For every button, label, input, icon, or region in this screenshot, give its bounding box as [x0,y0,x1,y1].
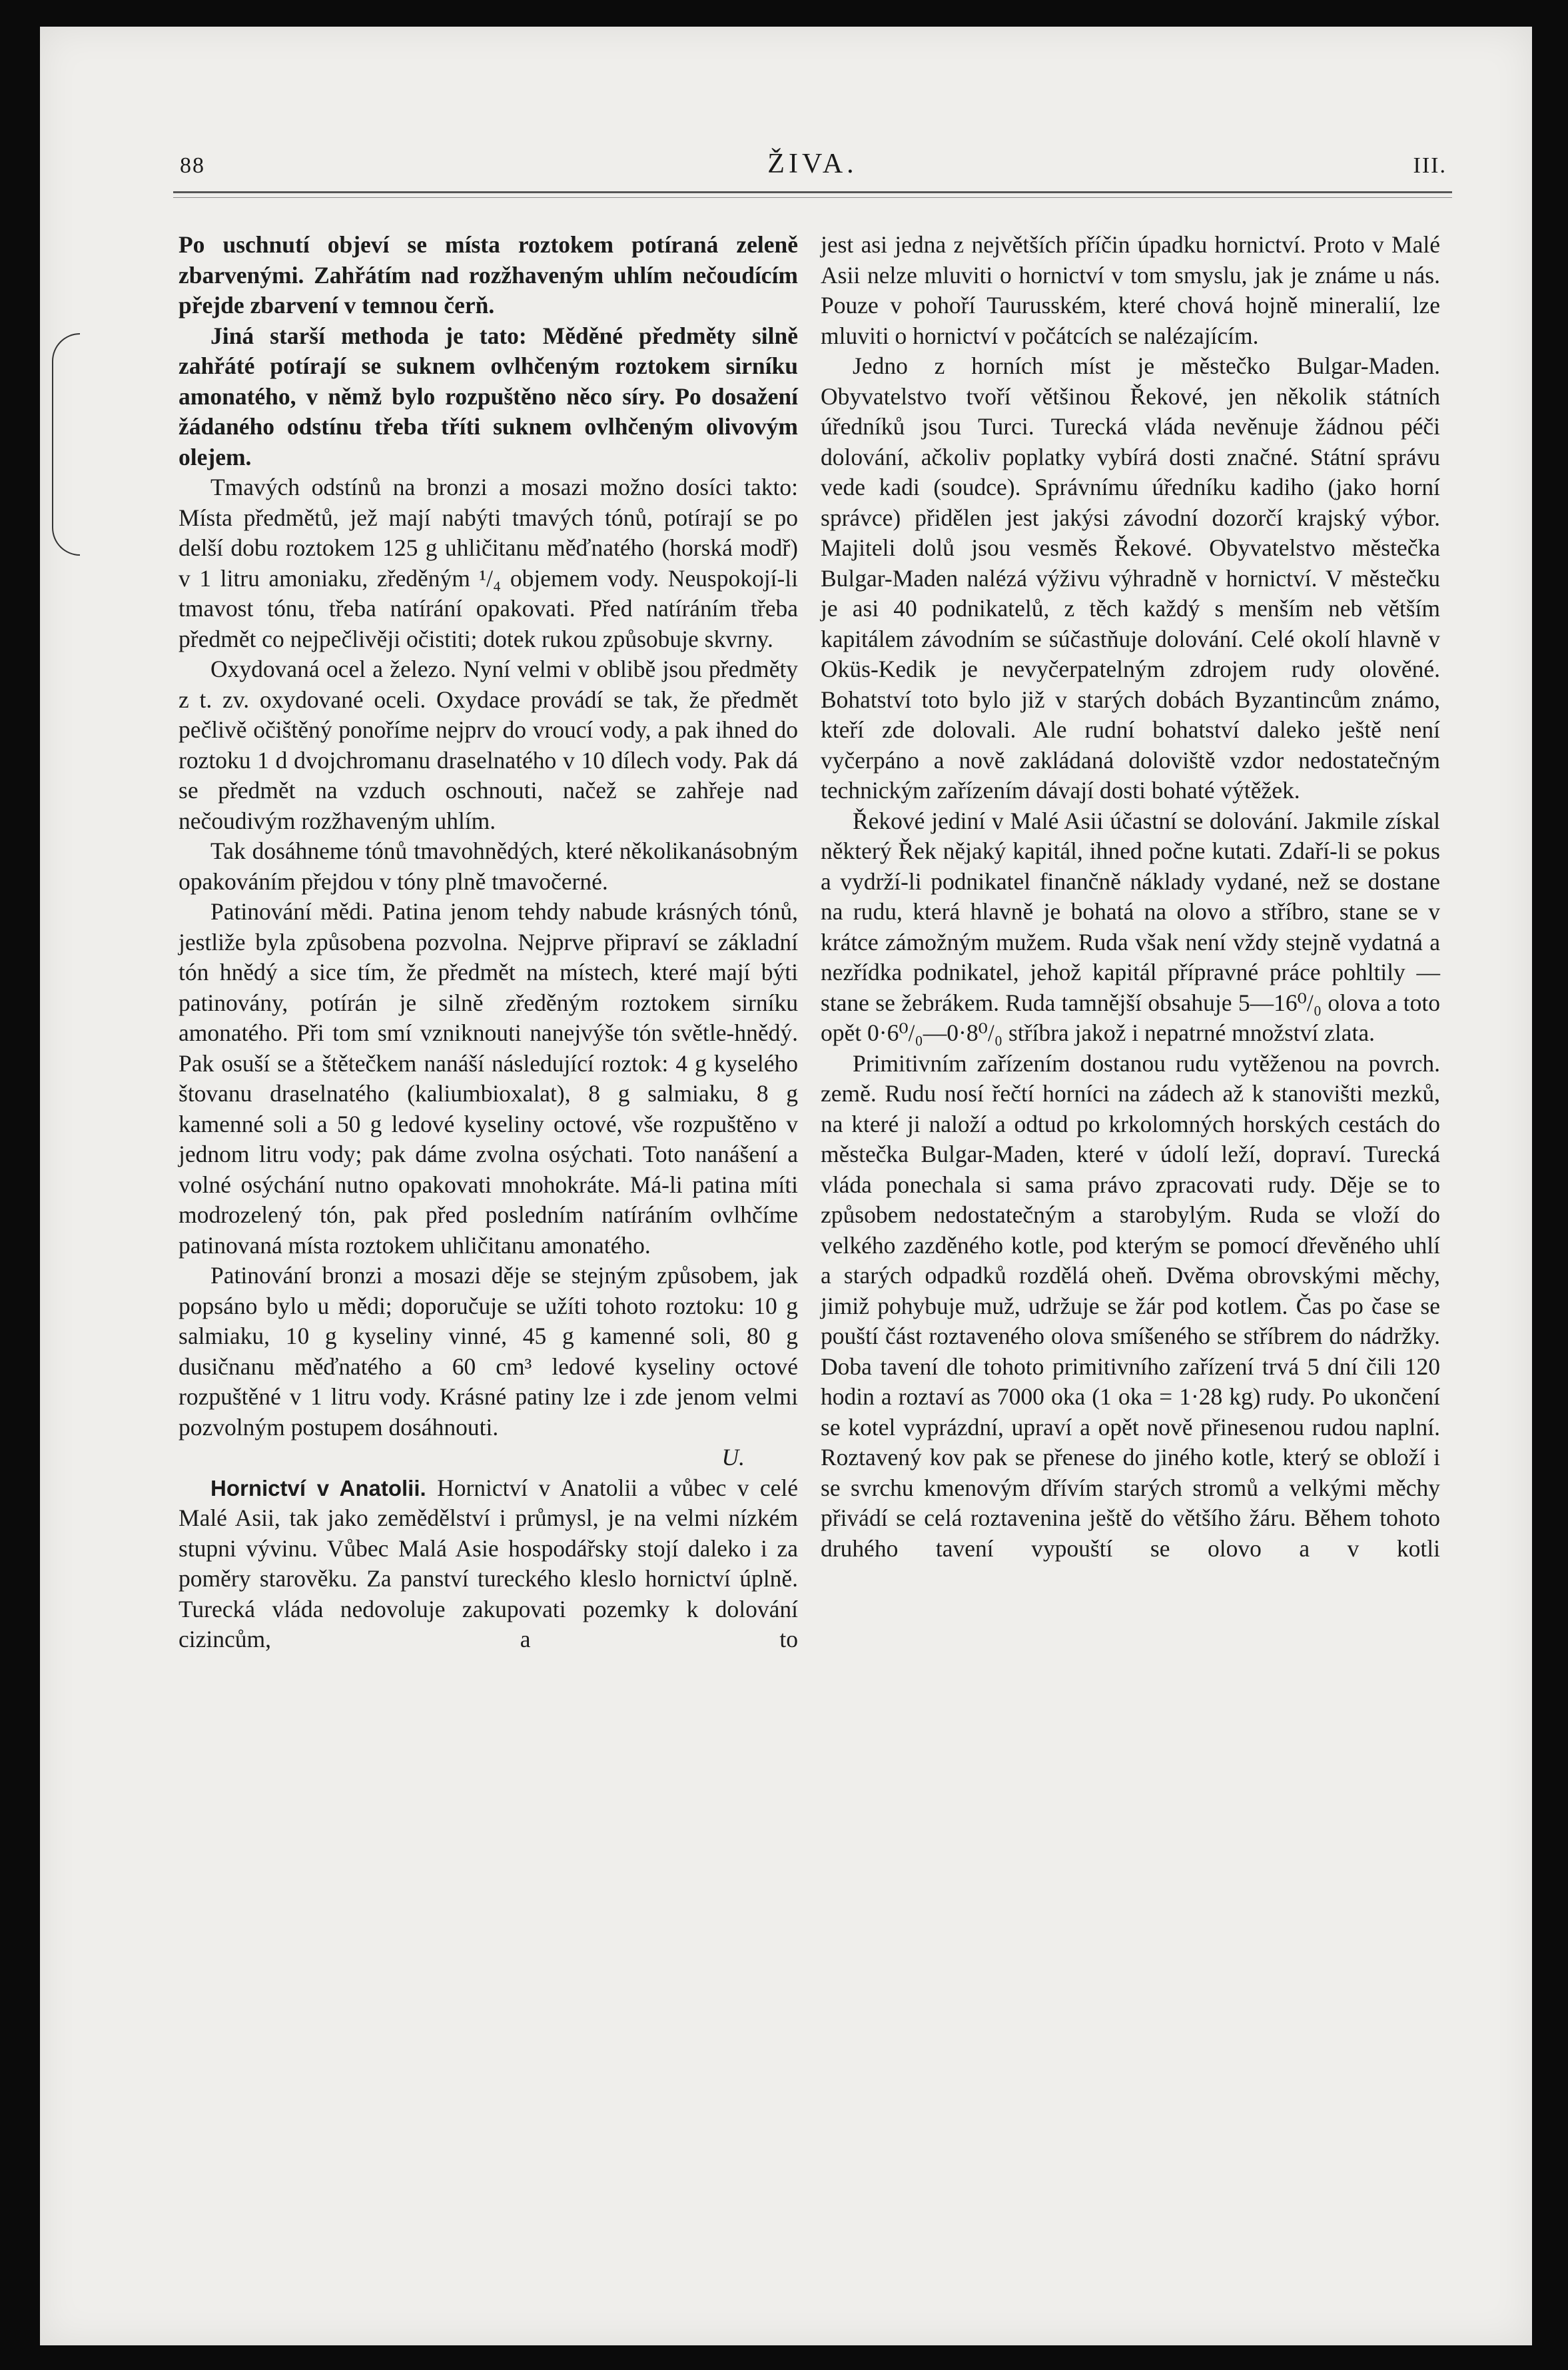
right-column [821,230,1440,1564]
page-number: 88 [180,153,205,178]
paragraph: Jedno z horních míst je městečko Bulgar-Maden. Obyvatelstvo tvoří většinou Řekové, jen několik státních úředníků jsou Turci. Turecká vláda nevěnuje žádnou péči dolování, ačkoliv poplatky vybírá dosti značné. Státní správu vede kadi (soudce). Správnímu úředníku kadiho (jako horní správce) přidělen jest jakýsi závodní dozorčí krajský výbor. Majiteli dolů jsou vesměs Řekové. Obyvatelstvo městečka Bulgar-Maden nalézá výživu výhradně v hornictví. V městečku je asi 40 podnikatelů, z těch každý s menším neb větším kapitálem závodním se súčastňuje dolování. Celé okolí hlavně v Oküs-Kedik je nevyčerpatelným zdrojem rudy olověné. Bohatství toto bylo již v starých dobách Byzantincům známo, kteří zde dolovali. Ale rudní bohatství daleko ještě není vyčerpáno a nově zakládaná doloviště vzdor nedostatečným technickým zařízením dávají dosti bohaté výtěžek. [821,352,1440,804]
left-column [179,230,798,1655]
header-rule-thin [173,197,1452,198]
paragraph: Primitivním zařízením dostanou rudu vytěženou na povrch. země. Rudu nosí řečtí horníci na zádech až k stanovišti mezků, na které ji naloží a odtud po krkolomných horských cestách do městečka Bulgar-Maden, které v údolí leží, dopraví. Turecká vláda ponechala si sama právo zpracovati rudy. Děje se to způsobem nedostatečným a starobylým. Ruda se vloží do velkého zazděného kotle, pod kterým se pomocí dřevěného uhlí a starých odpadků rozdělá oheň. Dvěma obrovskými měchy, jimiž pohybuje muž, udržuje se žár pod kotlem. Čas po čase se pouští část roztaveného olova smíšeného se stříbrem do nádržky. Doba tavení dle tohoto primitivního zařízení trvá 5 dní čili 120 hodin a roztaví as 7000 oka (1 oka = 1·28 kg) rudy. Po ukončení se kotel vyprázdní, upraví a opět nově přinesenou rudou naplní. Roztavený kov pak se přenese do jiného kotle, který se obloží i se svrchu kmenovým dřívím starých stromů a velkými měchy přivádí se celá roztavenina ještě do většího žáru. Během tohoto druhého tavení vypouští se olovo a v kotli [821,1049,1440,1562]
running-header [173,148,1452,185]
paragraph: Patinování bronzi a mosazi děje se stejným způsobem, jak popsáno bylo u mědi; doporučuje se užíti tohoto roztoku: 10 g salmiaku, 10 g kyseliny vinné, 45 g kamenné soli, 80 g dusičnanu měďnatého a 60 cm³ ledové kyseliny octové rozpuštěné v 1 litru vody. Krásné patiny lze i zde jenom velmi pozvolným postupem dosáhnouti. [179,1262,798,1441]
paragraph: Patinování mědi. Patina jenom tehdy nabude krásných tónů, jestliže byla způsobena pozvolna. Nejprve připraví se základní tón hnědý a sice tím, že předmět na místech, které mají býti patinovány, potírán je silně zředěným roztokem sirníku amonatého. Při tom smí vzniknouti nanejvýše tón světle-hnědý. Pak osuší se a štětečkem nanáší následující roztok: 4 g kyselého štovanu draselnatého (kaliumbioxalat), 8 g salmiaku, 8 g kamenné soli a 50 g ledové kyseliny octové, vše rozpuštěno v jednom litru vody; pak dáme zvolna osýchati. Toto nanášení a volné osýchání nutno opakovati mnohokráte. Má-li patina míti modrozelený tón, pak před posledním natíráním ovlhčíme patinovaná místa roztokem uhličitanu amonatého. [179,898,798,1259]
paragraph: Tmavých odstínů na bronzi a mosazi možno dosíci takto: Místa předmětů, jež mají nabýti tmavých tónů, potírají se po delší dobu roztokem 125 g uhličitanu měďnatého (horská modř) v 1 litru amoniaku, zředěným ¹/₄ objemem vody. Neuspokojí-li tmavost tónu, třeba natírání opakovati. Před natíráním třeba předmět co nejpečlivěji očistiti; dotek rukou způsobuje skvrny. [179,474,798,652]
paragraph: Oxydovaná ocel a železo. Nyní velmi v oblibě jsou předměty z t. zv. oxydované oceli. Oxydace provádí se tak, že předmět pečlivě očištěný ponoříme nejprv do vroucí vody, a pak ihned do roztoku 1 d dvojchromanu draselnatého v 10 dílech vody. Pak dá se předmět na vzduch oschnouti, načež se zahřeje nad nečoudivým rozžhaveným uhlím. [179,656,798,834]
paragraph: Tak dosáhneme tónů tmavohnědých, které několikanásobným opakováním přejdou v tóny plně tmavočerné. [179,838,798,895]
journal-title: ŽIVA. [767,149,858,179]
paragraph [179,1473,798,1655]
paragraph: Řekové jediní v Malé Asii účastní se dolování. Jakmile získal některý Řek nějaký kapitál, ihned počne kutati. Zdaří-li se pokus a vydrží-li podnikatel finančně náklady vydané, než se dostane na rudu, která hlavně je bohatá na olovo a stříbro, stane se v krátce zámožným mužem. Ruda však není vždy stejně vydatná a nezřídka podnikatel, jehož kapitál přípravné práce pohltily — stane se žebrákem. Ruda tamnější obsahuje 5—16⁰/₀ olova a toto opět 0·6⁰/₀—0·8⁰/₀ stříbra jakož i nepatrné množství zlata. [821,807,1440,1046]
paragraph: Jiná starší methoda je tato: Měděné předměty silně zahřáté potírají se suknem ovlhčeným roztokem sirníku amonatého, v němž bylo rozpuštěno něco síry. Po dosažení žádaného odstínu třeba tříti suknem ovlhčeným olivovým olejem. [179,322,798,470]
paragraph-text: Hornictví v Anatolii a vůbec v celé Malé Asii, tak jako zemědělství i průmysl, je na velmi nízkém stupni vývinu. Vůbec Malá Asie hospodářsky stojí daleko i za poměry starověku. Za panství tureckého kleslo hornictví úplně. Turecká vláda nedovoluje zakupovati pozemky k dolování cizincům, a to [179,1474,798,1652]
paragraph: jest asi jedna z největších příčin úpadku hornictví. Proto v Malé Asii nelze mluviti o hornictví v tom smyslu, jak je známe u nás. Pouze v pohoří Taurusském, které chová hojně mineralií, lze mluviti o hornictví v počátcích se nalézajícím. [821,231,1440,349]
section-title: Hornictví v Anatolii. [210,1475,426,1500]
author-signature: U. [721,1444,745,1471]
header-rule [173,191,1452,193]
pencil-bracket-mark [52,333,80,556]
volume-number: III. [1413,153,1447,178]
paragraph: Po uschnutí objeví se místa roztokem potíraná zeleně zbarvenými. Zahřátím nad rozžhaveným uhlím nečoudícím přejde zbarvení v temnou čerň. [179,231,798,318]
